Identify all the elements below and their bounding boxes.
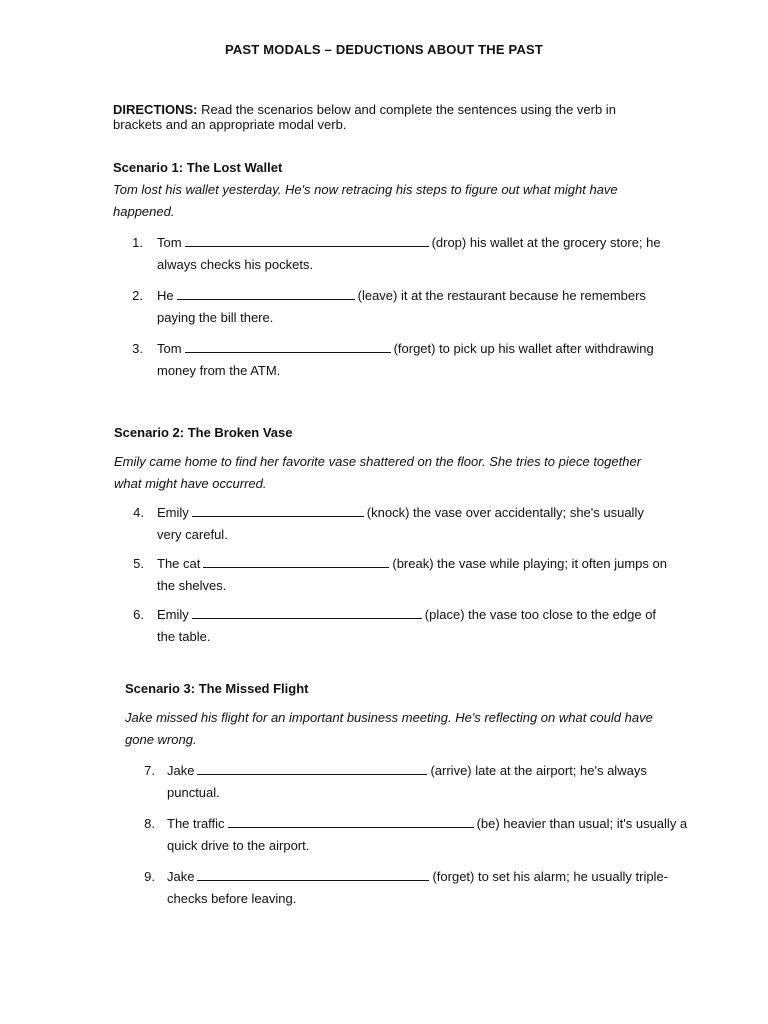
exercise-list [125, 760, 705, 910]
answer-blank[interactable] [192, 607, 422, 619]
answer-blank[interactable] [185, 341, 391, 353]
item-number: 8. [144, 816, 155, 831]
item-continuation: (drop) his wallet at the grocery store; he always checks his pockets. [157, 235, 661, 272]
scenario-heading: Scenario 2: The Broken Vase [114, 425, 293, 440]
scenario-intro: Tom lost his wallet yesterday. He's now retracing his steps to figure out what might have happened. [113, 182, 618, 219]
item-prompt: The cat [157, 556, 201, 571]
item-continuation: (knock) the vase over accidentally; she's usually very careful. [157, 505, 644, 542]
answer-blank[interactable] [177, 288, 355, 300]
item-continuation: (arrive) late at the airport; he's always punctual. [167, 763, 647, 800]
item-continuation: (leave) it at the restaurant because he remembers paying the bill there. [157, 288, 646, 325]
directions-label: DIRECTIONS: [113, 102, 198, 117]
directions-text: Read the scenarios below and complete the sentences using the verb in brackets and an appropriate modal verb. [113, 102, 616, 132]
exercise-item [113, 338, 673, 382]
item-prompt: Jake [167, 869, 195, 884]
answer-blank[interactable] [197, 869, 429, 881]
exercise-item [125, 866, 705, 910]
scenario-1 [113, 160, 673, 382]
scenario-intro: Jake missed his flight for an important business meeting. He's reflecting on what could have gone wrong. [125, 710, 653, 747]
item-number: 4. [133, 505, 144, 520]
exercise-list [114, 502, 674, 648]
item-prompt: Emily [157, 607, 189, 622]
scenario-2 [114, 425, 674, 648]
item-number: 5. [133, 556, 144, 571]
answer-blank[interactable] [197, 763, 427, 775]
exercise-item [125, 813, 705, 857]
scenario-heading: Scenario 3: The Missed Flight [125, 681, 309, 696]
item-number: 6. [133, 607, 144, 622]
item-continuation: (forget) to set his alarm; he usually triple-checks before leaving. [167, 869, 669, 906]
item-prompt: Tom [157, 341, 182, 356]
item-continuation: (be) heavier than usual; it's usually a quick drive to the airport. [167, 816, 688, 853]
exercise-item [113, 285, 673, 329]
item-prompt: Jake [167, 763, 195, 778]
directions [113, 102, 653, 132]
item-number: 9. [144, 869, 155, 884]
exercise-item [114, 502, 674, 546]
scenario-3 [125, 681, 705, 910]
answer-blank[interactable] [192, 505, 364, 517]
answer-blank[interactable] [203, 556, 389, 568]
exercise-item [114, 604, 674, 648]
item-number: 3. [132, 341, 143, 356]
answer-blank[interactable] [185, 235, 429, 247]
exercise-list [113, 232, 673, 382]
exercise-item [113, 232, 673, 276]
scenario-intro: Emily came home to find her favorite vase shattered on the floor. She tries to piece together what might have occurred. [114, 454, 642, 491]
page-title: PAST MODALS – DEDUCTIONS ABOUT THE PAST [224, 42, 544, 57]
item-prompt: Tom [157, 235, 182, 250]
item-prompt: The traffic [167, 816, 225, 831]
item-number: 7. [144, 763, 155, 778]
exercise-item [114, 553, 674, 597]
scenario-heading: Scenario 1: The Lost Wallet [113, 160, 283, 175]
answer-blank[interactable] [228, 816, 474, 828]
item-continuation: (break) the vase while playing; it often jumps on the shelves. [157, 556, 667, 593]
item-continuation: (forget) to pick up his wallet after withdrawing money from the ATM. [157, 341, 654, 378]
item-number: 2. [132, 288, 143, 303]
item-prompt: He [157, 288, 174, 303]
item-continuation: (place) the vase too close to the edge of the table. [157, 607, 657, 644]
item-number: 1. [132, 235, 143, 250]
exercise-item [125, 760, 705, 804]
item-prompt: Emily [157, 505, 189, 520]
